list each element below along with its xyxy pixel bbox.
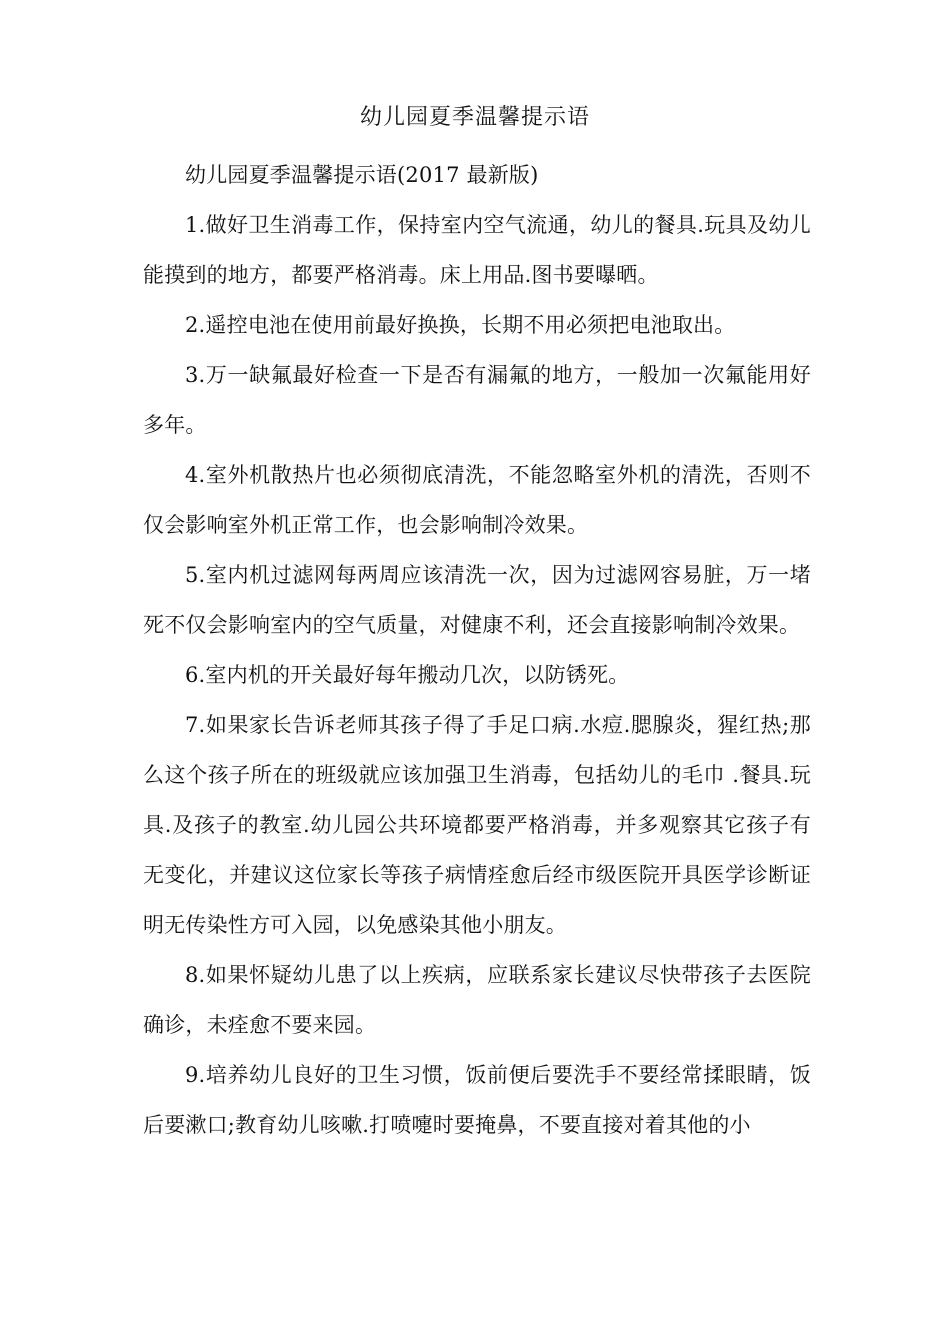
paragraph-item-7: 7.如果家长告诉老师其孩子得了手足口病.水痘.腮腺炎，猩红热;那么这个孩子所在的班级就应该加强卫生消毒，包括幼儿的毛巾 .餐具.玩具.及孩子的教室.幼儿园公共环境都要严格消毒，并多观察其它孩子有无变化，并建议这位家长等孩子病情痊愈后经市级医院开具医学诊断证明无传染性方可入园，以免感染其他小朋友。: [143, 713, 811, 937]
paragraph-item-3: 3.万一缺氟最好检查一下是否有漏氟的地方，一般加一次氟能用好多年。: [143, 363, 811, 437]
paragraph-item-6: 6.室内机的开关最好每年搬动几次，以防锈死。: [185, 663, 630, 687]
document-body: [143, 150, 811, 1150]
paragraph-item-9: 9.培养幼儿良好的卫生习惯，饭前便后要洗手不要经常揉眼睛，饭后要漱口;教育幼儿咳嗽.打喷嚏时要掩鼻，不要直接对着其他的小: [143, 1063, 811, 1137]
paragraph-item-8: 8.如果怀疑幼儿患了以上疾病，应联系家长建议尽快带孩子去医院确诊，未痊愈不要来园。: [143, 963, 811, 1037]
paragraph-item-2: 2.遥控电池在使用前最好换换，长期不用必须把电池取出。: [185, 313, 736, 337]
document-title: 幼儿园夏季温馨提示语: [359, 105, 590, 130]
paragraph-subtitle: 幼儿园夏季温馨提示语(2017 最新版): [185, 163, 539, 187]
paragraph-item-4: 4.室外机散热片也必须彻底清洗，不能忽略室外机的清洗，否则不仅会影响室外机正常工作，也会影响制冷效果。: [143, 463, 811, 537]
paragraph-item-5: 5.室内机过滤网每两周应该清洗一次，因为过滤网容易脏，万一堵死不仅会影响室内的空气质量，对健康不利，还会直接影响制冷效果。: [143, 563, 811, 637]
paragraph-item-1: 1.做好卫生消毒工作，保持室内空气流通，幼儿的餐具.玩具及幼儿能摸到的地方，都要严格消毒。床上用品.图书要曝晒。: [143, 213, 811, 287]
